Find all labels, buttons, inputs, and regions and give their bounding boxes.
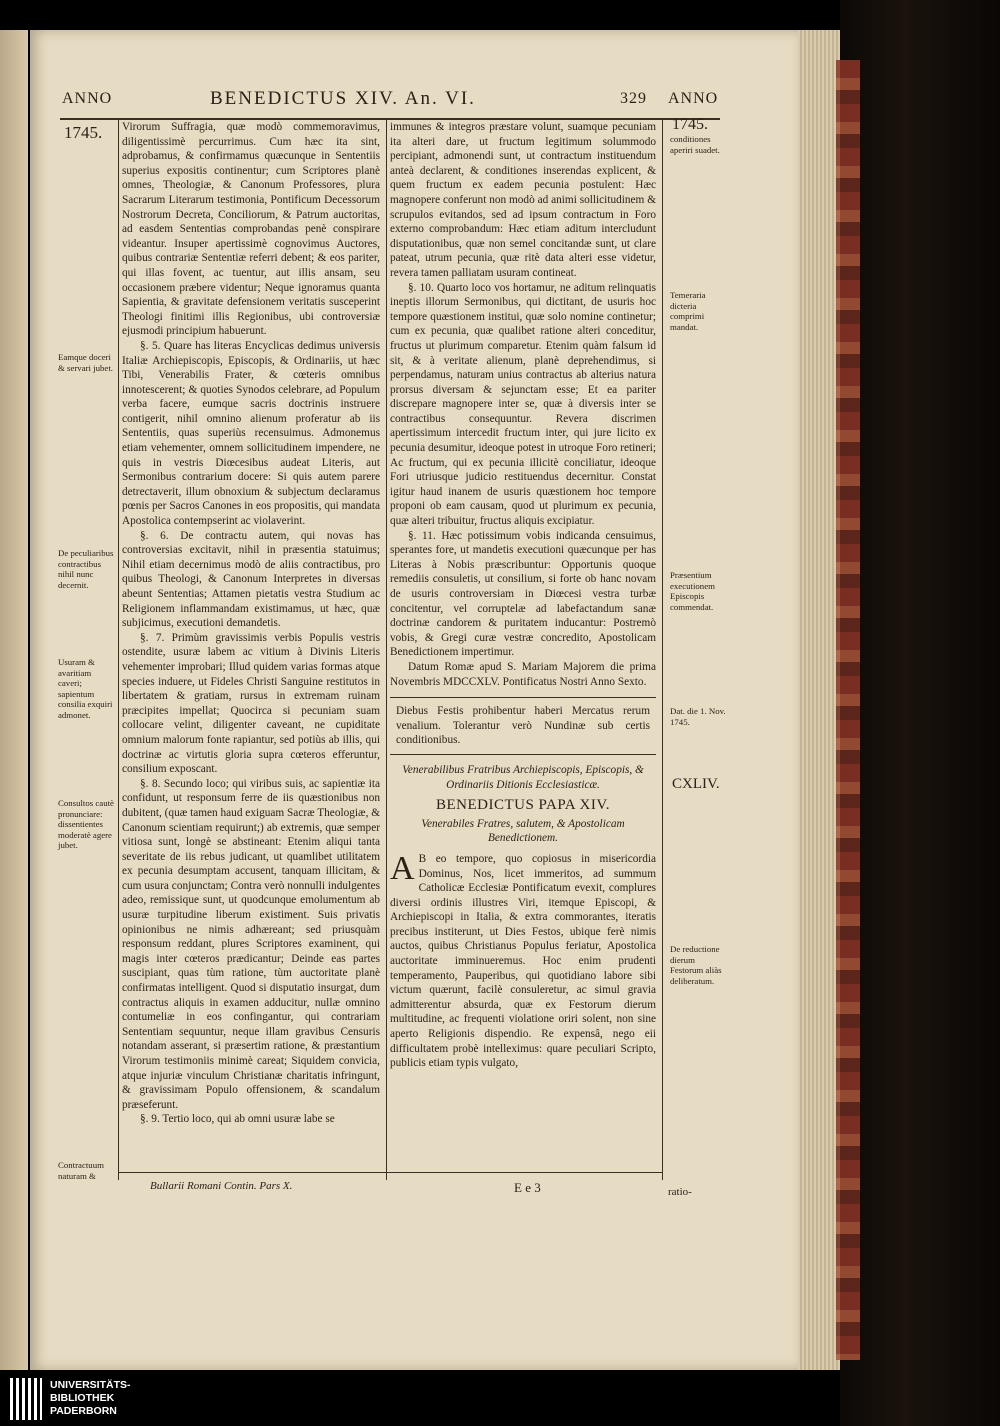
paragraph: §. 11. Hæc potissimum vobis indicanda censuimus, sperantes fore, ut mandetis executioni quæcunque per has Literas à Nobis præscribuntur: Opportunis quoque remediis consuletis, ut consilium, si forte ob hanc novam de usuris controversiam in Diœcesi vestra turbæ concitentur, vel corruptelæ ad labefactandum sanæ doctrinæ candorem & puritatem inducantur: Postremò vobis, & Gregi curæ vestræ concredito, Apostolicam Benedictionem impertimur. xyxy=(390,529,656,659)
margin-note-right: De reductione dierum Festorum aliàs deliberatum. xyxy=(670,944,722,986)
anno-right: ANNO xyxy=(668,90,719,107)
paragraph: immunes & integros præstare volunt, suamque pecuniam ita alteri dare, ut fructum legitimum solummodo percipiant, admonendi sunt, ut contractum instituendum anteà declarent, & conditiones inserendas explicent, & quem fructum ex eadem pecunia postulent: Hæc magnopere conferunt non modò ad animi sollicitudinem & scrupulos evitandos, sed ad ipsum contractum in Foro externo comprobandum: Hæc etiam aditum intercludunt disputationibus, quæ non semel concitandæ sunt, ut clare pateat, utrum pecunia, quæ ritè data alteri esse videtur, revera tamen palliatam usuram contineat. xyxy=(390,121,656,279)
margin-note-left: Usuram & avaritiam caveri; sapientum consilia exquiri admonet. xyxy=(58,657,113,720)
library-logo xyxy=(10,1378,140,1420)
salutation: Venerabiles Fratres, salutem, & Apostolicam Benedictionem. xyxy=(421,817,625,845)
body-text: B eo tempore, quo copiosus in misericordia Dominus, Nos, licet immeritos, ad summum Catholicæ Ecclesiæ Pontificatum evexit, complures diversi ordinis illustres Viri, itemque Episcopi, & Archiepiscopi in Italia, & extra commorantes, iteratis precibus institerunt, ut Dies Festos, ubique ferè nimis auctos, quibus Christianus Populus feriatur, Apostolica auctoritate imminueremus. Hoc enim prudenti temperamento, Pauperibus, qui quotidiano labore sibi victum quærunt, facilè consuleretur, ac simul gravia admitterentur absurda, quæ ex Festorum dierum multitudine, ac frequenti violatione oriri solent, non sine aperto Religionis dispendio. Re expensâ, nego eii difficultatem probè intelleximus: quare peculiari Scripto, publicis etiam typis vulgato, xyxy=(390,852,656,1070)
facing-page-edge xyxy=(0,30,28,1370)
paragraph: Virorum Suffragia, quæ modò commemoravimus, diligentissimè percurrimus. Cum hæc ita sint, adprobamus, & confirmamus quæcunque in Sententiis superius expositis continentur; cum Scriptores planè omnes, Theologiæ, & Canonum Professores, plura Sacrarum Literarum testimonia, Pontificum Decessorum Nostrorum Decreta, Conciliorum, & Patrum auctoritas, ad easdem Sententias comprobandas penè conspirare videantur. Insuper apertissimè cognovimus Auctores, quibus contrariæ Sententiæ referri debent; & eos pariter, qui illas fovent, ac tuentur, aut illis ansam, seu occasionem præbere videntur; Neque ignoramus quanta Sapientia, & gravitate defensionem veritatis susceperint Theologi finitimi illis Regionibus, ubi controversiæ ejusmodi principium habuerunt. xyxy=(122,121,380,338)
foot-rule xyxy=(118,1172,662,1173)
paragraph: §. 5. Quare has literas Encyclicas dedimus universis Italiæ Archiepiscopis, Episcopis, & Ordinariis, ut hæc Tibi, Venerabilis Frater, & cœteris omnibus innotescerent; & quoties Synodos celebrare, ad Populum verba facere, eumque sacris doctrinis instruere contigerit, nihil omnino alienum proferatur ab iis Sententiis, quas superiùs recensuimus. Admonemus etiam vehementer, omnem sollicitudinem impendere, ne quis in vestris Diœcesibus audeat Literis, aut Sermonibus contrarium docere: Si quis autem parere detrectaverit, illum obnoxium & subjectum declaramus pœnis per Sacros Canones in eos propositis, qui mandata Apostolica contempserint ac violaverint. xyxy=(122,339,380,528)
year-left: 1745. xyxy=(64,123,103,142)
gathering-mark: E e 3 xyxy=(514,1180,541,1195)
left-margin-rule xyxy=(118,120,119,1180)
signature-line: Bullarii Romani Contin. Pars X. xyxy=(150,1180,293,1192)
page-number: 329 xyxy=(620,90,647,107)
column-divider xyxy=(386,120,387,1180)
margin-note-right: Dat. die 1. Nov. 1745. xyxy=(670,706,726,727)
rubric: Diebus Festis prohibentur haberi Mercatus rerum venalium. Tolerantur verò Nundinæ sub certis conditionibus. xyxy=(396,705,650,747)
catchword: ratio- xyxy=(668,1186,692,1198)
logo-text: UNIVERSITÄTS- BIBLIOTHEK PADERBORN xyxy=(50,1379,131,1417)
anno-left: ANNO xyxy=(62,90,113,107)
left-text-column xyxy=(122,120,380,1170)
margin-note-left: Contractuum naturam & xyxy=(58,1160,104,1181)
constitution-number: CXLIV. xyxy=(672,776,720,792)
margin-note-right: conditiones aperiri suadet. xyxy=(670,134,720,155)
running-head xyxy=(60,88,720,114)
cover-marbling xyxy=(836,60,860,1360)
paragraph: §. 8. Secundo loco; qui viribus suis, ac sapientiæ ita confidunt, ut responsum ferre de iis quæstionibus non dubitent, (quæ tamen haud exiguam Sacræ Theologiæ, & Canonum scientiam requirunt;) ab extremis, quæ semper vitiosa sunt, longè se abstineant: Etenim aliqui tanta severitate de iis rebus judicant, ut quamlibet utilitatem ex pecunia desumptam accusent, tanquam illicitam, & cum usura conjunctam; Contra verò nonnulli indulgentes adeo, remissique sunt, ut quodcunque emolumentum ab usuræ turpitudine liberum existiment. Suis privatis opinionibus ne nimis adhæreant; sed priusquàm responsum reddant, plures Scriptores examinent, qui magis inter cœteros prædicantur; Deinde eas partes suscipiant, quas tùm ratione, tùm auctoritate planè confirmatas intelligent. Quod si disputatio insurgat, dum contractus aliquis in examen adducitur, nullæ omnino contumeliæ in eos confingantur, qui contrariam Sententiam sequuntur, neque illam gravibus Censuris notandam asserant, si præsertim ratione, & præstantium Virorum testimoniis minimè careat; Siquidem convicia, atque injuriæ vinculum Christianæ charitatis infringunt, & gravissimam Populo offensionem, & scandalum præseferunt. xyxy=(122,777,380,1111)
drop-cap: A xyxy=(390,849,415,887)
address: Venerabilibus Fratribus Archiepiscopis, Episcopis, & Ordinariis Ditionis Ecclesiasticæ. xyxy=(402,763,644,791)
paragraph: §. 10. Quarto loco vos hortamur, ne aditum relinquatis ineptis illorum Sermonibus, qui dictitant, de usuris hoc tempore quæstionem institui, quæ solo nomine continetur; cum ex pecunia, quæ qualibet ratione alteri conceditur, fructus ut plurimum comparetur. Etenim quàm falsum id sit, & à veritate alienum, planè deprehendimus, si perpendamus, naturam unius contractus ab alterius natura prorsus diversam & sejunctam esse; Et ea pariter discrepare magnopere inter se, quæ à diversis inter se contractibus consequuntur. Revera discrimen apertissimum intercedit fructum inter, qui jure licito ex pecunia desumitur, ideoque potest in utroque Foro retineri; Ac fructum, qui ex pecunia illicitè conciliatur, ideoque Fori utriusque judicio restituendus decernitur. Constat igitur haud inanem de usuris quæstionem hoc tempore proponi ob eam causam, quod ut plurimum ex pecunia, quæ alteri tribuitur, fructus aliquis excipiatur. xyxy=(390,281,656,528)
page-edges xyxy=(798,30,840,1370)
section-rule xyxy=(390,697,656,698)
right-margin-rule xyxy=(662,120,663,1180)
body-paragraph xyxy=(390,849,656,1071)
margin-note-right: Præsentium executionem Episcopis commendat. xyxy=(670,570,715,612)
page-title: BENEDICTUS XIV. An. VI. xyxy=(210,88,476,109)
pope-title: BENEDICTUS PAPA XIV. xyxy=(435,797,611,814)
margin-note-right: Temeraria dicteria comprimi mandat. xyxy=(670,290,706,332)
margin-note-left: De peculiaribus contractibus nihil nunc decernit. xyxy=(58,548,114,590)
paragraph: §. 9. Tertio loco, qui ab omni usuræ labe se xyxy=(140,1113,335,1126)
paragraph: §. 7. Primùm gravissimis verbis Populis vestris ostendite, usuræ labem ac vitium à Divinis Literis vehementer improbari; Illud quidem varias formas atque species induere, ut Fideles Christi Sanguine restitutos in libertatem & gratiam, rursus in extremam ruinam præcipites impellat; Quocirca si pecuniam suam collocare velint, diligenter caveant, ne cupiditate omnium malorum fonte rapiantur, sed potiùs ab illis, qui doctrinæ ac virtutis gloria supra cœteros efferuntur, consilium exposcant. xyxy=(122,631,380,776)
paragraph: §. 6. De contractu autem, qui novas has controversias excitavit, nihil in præsentia statuimus; Nihil etiam decernimus modò de aliis contractibus, pro quibus Theologi, & Canonum Interpretes in diversas abeunt Sententias; Attamen pietatis vestra Studium ac Religionem inflammandam existimamus, ut hæc, quæ subjicimus, executioni demandetis. xyxy=(122,529,380,630)
book-cover xyxy=(840,0,1000,1426)
logo-mark-icon xyxy=(10,1378,42,1420)
right-text-column xyxy=(390,120,656,1170)
margin-note-left: Eamque doceri & servari jubet. xyxy=(58,352,113,373)
dating-clause: Datum Romæ apud S. Mariam Majorem die prima Novembris MDCCXLV. Pontificatus Nostri Anno Sexto. xyxy=(390,660,656,688)
year-right: 1745. xyxy=(672,116,708,133)
margin-note-left: Consultos cautè pronunciare: dissentientes moderatè agere jubet. xyxy=(58,798,114,851)
section-rule xyxy=(390,754,656,755)
